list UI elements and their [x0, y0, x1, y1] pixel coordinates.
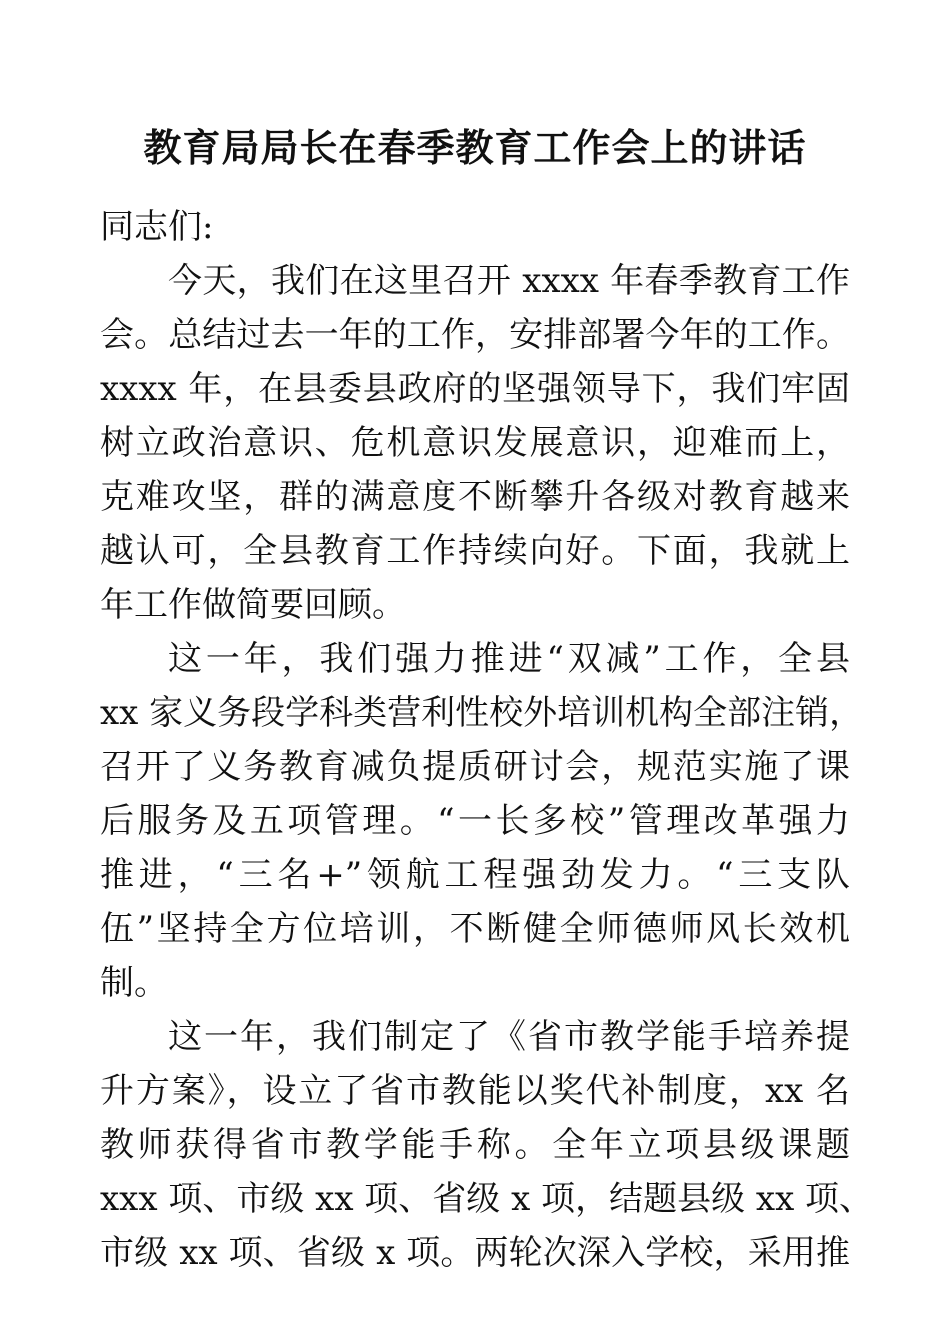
paragraph-1-line-5: 克难攻坚，群的满意度不断攀升各级对教育越来	[100, 477, 850, 517]
paragraph-3-line-5: 市级 xx 项、省级 x 项。两轮次深入学校，采用推	[100, 1233, 850, 1273]
paragraph-2-line-5: 推进，“三名+”领航工程强劲发力。“三支队	[100, 855, 850, 895]
paragraph-2-line-2: xx 家义务段学科类营利性校外培训机构全部注销，	[100, 693, 864, 733]
paragraph-1-line-3: xxxx 年，在县委县政府的坚强领导下，我们牢固	[100, 369, 850, 409]
paragraph-1-line-2: 会。总结过去一年的工作，安排部署今年的工作。	[100, 315, 850, 355]
paragraph-2-line-1: 这一年，我们强力推进“双减”工作，全县	[168, 639, 850, 679]
paragraph-2-line-4: 后服务及五项管理。“一长多校”管理改革强力	[100, 801, 850, 841]
paragraph-3-line-1: 这一年，我们制定了《省市教学能手培养提	[168, 1017, 850, 1057]
paragraph-3-line-2: 升方案》，设立了省市教能以奖代补制度，xx 名	[100, 1071, 850, 1111]
paragraph-3-line-3: 教师获得省市教学能手称。全年立项县级课题	[100, 1125, 850, 1165]
paragraph-1-line-1: 今天，我们在这里召开 xxxx 年春季教育工作	[168, 261, 850, 301]
paragraph-3-line-4: xxx 项、市级 xx 项、省级 x 项，结题县级 xx 项、	[100, 1179, 874, 1219]
paragraph-1-line-7: 年工作做简要回顾。	[100, 585, 406, 625]
paragraph-2-line-3: 召开了义务教育减负提质研讨会，规范实施了课	[100, 747, 850, 787]
paragraph-2-line-7: 制。	[100, 963, 168, 1003]
paragraph-1-line-6: 越认可，全县教育工作持续向好。下面，我就上	[100, 531, 850, 571]
document-title: 教育局局长在春季教育工作会上的讲话	[143, 125, 807, 170]
paragraph-2-line-6: 伍”坚持全方位培训，不断健全师德师风长效机	[100, 909, 850, 949]
salutation: 同志们:	[100, 207, 214, 247]
paragraph-1-line-4: 树立政治意识、危机意识发展意识，迎难而上，	[100, 423, 850, 463]
document-body	[100, 200, 874, 1280]
